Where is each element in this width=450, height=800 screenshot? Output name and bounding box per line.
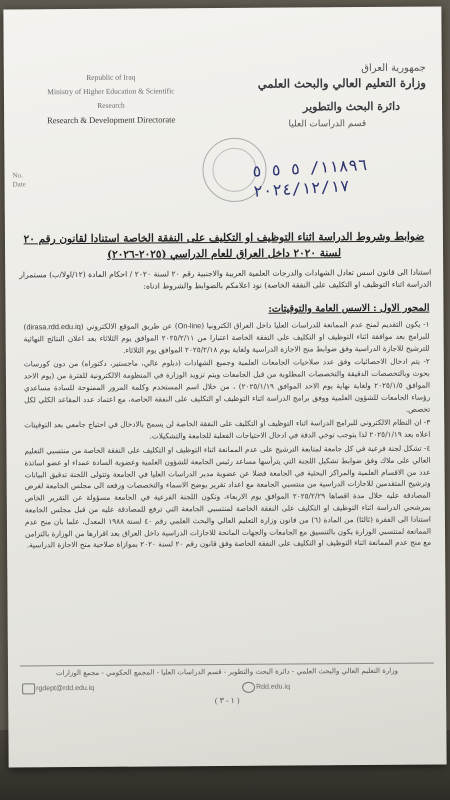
p1-text-b: ) عن طريق الموقع الالكتروني ( bbox=[80, 321, 178, 332]
header-en-line: Ministry of Higher Education & Scientific bbox=[47, 86, 175, 97]
section-heading: المحور الاول : الاسس العامة والتوقيتات: bbox=[268, 302, 430, 315]
title-line-1: ضوابط وشروط الدراسة اثناء التوظيف او التكليف على النفقة الخاصة استنادا لقانون رقم ٢٠ bbox=[23, 230, 425, 246]
paragraph-1 bbox=[24, 319, 430, 357]
handwritten-date: ٢٠٢٤/١٢/١٧ bbox=[252, 176, 350, 201]
globe-icon bbox=[242, 682, 255, 693]
header-ar-republic: جمهورية العراق bbox=[361, 62, 426, 75]
section-body bbox=[24, 319, 432, 554]
p1-online-term: On-line bbox=[177, 321, 202, 331]
header-date-label: Date bbox=[12, 180, 26, 189]
header-ar-section: قسم الدراسات العليا bbox=[288, 119, 367, 130]
header-no-date bbox=[12, 171, 25, 189]
handwritten-reference bbox=[251, 153, 403, 202]
header-en-line: Republic of Iraq bbox=[86, 72, 136, 82]
header-arabic-block bbox=[256, 63, 426, 130]
footer-divider bbox=[20, 663, 434, 667]
email-icon bbox=[22, 683, 35, 694]
footer-email[interactable]: rgdept@rdd.edu.iq bbox=[36, 684, 95, 693]
header-en-directorate: Research & Development Directorate bbox=[47, 114, 176, 126]
paragraph-2: ٢- يتم ادخال الاحصائيات وفق عدد صلاحيات الجامعات العلمية وجميع الشهادات (دبلوم عالي، ماجستير، دكتوراه) من دون كورسات بحوث وبالتخصصات الدقيقة والتخصصات المطلوبة من قبل الجامعات ويتم تزويد الوزارة في المنظومة الالكترونية للفترة من (يوم الاحد الموافق ٢٠٢٥/١/٥ ولغاية نهاية يوم الاحد الموافق ٢٠٢٥/١/١٩) ، من خلال اسم المستخدم وكلمة المرور الممنوحة للسادة مساعدي رؤساء الجامعات للشؤون العلمية ووفق برامج الدراسة اثناء التوظيف او التكليف على النفقة الخاصة، مع اعتماد عدد المقاعد الكلي لكل تخصص. bbox=[23, 356, 431, 414]
header-ar-ministry: وزارة التعليم العالي والبحث العلمي bbox=[257, 75, 426, 91]
paragraph-3: ٣- ان النظام الالكتروني للبرامج الدراسة اثناء التوظيف او التكليف على النفقة الخاصة لن يسمح بالادخال في احتياج جامعي بعد التوقيتات اعلاه بعد ٢٠٢٥/١/١٩ لذا يتوجب توخي الدقة في ادخال الاحتياجات الفعلية للجامعة والتشكيلات. bbox=[24, 417, 431, 441]
handwritten-number: ١١٨٩٦/ ٥ ٥ ٥ bbox=[251, 154, 369, 181]
p1-text-c: ) للبرامج بعد موافقة اثناء التوظيف او التكليف على النفقة الخاصة اعتبارا من ٢٠٢٥/٢/١١ الموافق يوم الثلاثاء بعد اعلان النتائج النهائية للترشيح للاجازة الدراسية وفق ضوابط منح الاجازة الدراسية ولغاية يوم ٢٠٢٥/٢/١٨ الموافق يوم الثلاثاء. bbox=[23, 322, 430, 355]
header-ar-department: دائرة البحث والتطوير bbox=[302, 99, 401, 114]
title-line-2: لسنة ٢٠٢٠ داخل العراق للعام الدراسي (٢٠٢٥-٢٠٢٦) bbox=[107, 247, 342, 261]
header-english-block bbox=[26, 70, 196, 127]
header-en-line: Research bbox=[97, 100, 125, 110]
header-no-label: No. bbox=[12, 171, 23, 180]
footer-address: وزارة التعليم العالي والبحث العلمي - دائرة البحث والتطوير - قسم الدراسات العليا - المجمع الحكومي - مجمع الوزارات bbox=[55, 666, 398, 678]
paragraph-4: ٤- تشكل لجنة فرعية في كل جامعة لمتابعة الترشيح على عدم الممانعة اثناء التوظيف او التكليف على النفقة الخاصة من منتسبي التعليم العالي على ملاك وفق ضوابط تشكيل اللجنة التي يترأسها مساعد رئيس الجامعة للشؤون العلمية وعضوية السادة عمداء او عضو اساتذة عدد من الاقسام العلمية والمراكز البحثية في الجامعة فضلا عن عضوية مدير الدراسات العليا في الجامعة وتتولى اللجنة تدقيق البيانات وترشيح المتقدمين للاجازات الدراسية من منتسبي الجامعة مع اعداد تقرير يوضح الاسماء والتخصصات ورفعه الى مجلس الجامعة لغرض المصادقة عليه خلال مدة اقصاها ٢٠٢٥/٢/٢٩ الموافق يوم الاربعاء، وتكون اللجنة الفرعية في الجامعة مسؤولة عن التقرير الخاص بمرشحي الدراسة اثناء التوظيف او التكليف على النفقة الخاصة لمنتسبي الجامعة التي ترفع للمصادقة عليه من قبل مجلس الجامعة استنادا الى الفقرة (ثالثا) من المادة (٦) من قانون وزارة التعليم العالي والبحث العلمي رقم ٤٠ لسنة ١٩٨٨ المعدل، علما بان منح عدم الممانعة لمنتسبي الوزارة يكون بالتنسيق مع الجامعات والجهات المانحة للاجازات الدراسية داخل العراق بعد اقرارها من الوزارة بالتزامن مع منح عدم الممانعة اثناء التوظيف او التكليف على النفقة الخاصة وفق قانون رقم ٢٠ لسنة ٢٠٢٠ بموازاة صلاحية منح الاجازة الدراسية. bbox=[24, 443, 432, 550]
document-title bbox=[19, 229, 429, 264]
intro-paragraph: استنادا الى قانون اسس تعادل الشهادات والدرجات العلمية العربية والاجنبية رقم ٢٠ لسنة ٢٠٢٠ / احكام المادة (١٢/اولا/ب) مستمرار الدراسة اثناء التوظيف او التكليف على النفقة الخاصة) نود اعلامكم بالضوابط والشروط ادناه: bbox=[19, 267, 432, 291]
document-page bbox=[3, 6, 446, 767]
p1-website-link[interactable]: dirasa.rdd.edu.iq bbox=[26, 322, 81, 332]
p1-text-a: ١- يكون التقديم لمنح عدم الممانعة للدراسات العليا داخل العراق الكترونيا ( bbox=[201, 319, 430, 331]
page-number: ( ١ - ٣ ) bbox=[214, 695, 240, 706]
footer-website[interactable]: Rdd.edu.iq bbox=[256, 683, 290, 691]
